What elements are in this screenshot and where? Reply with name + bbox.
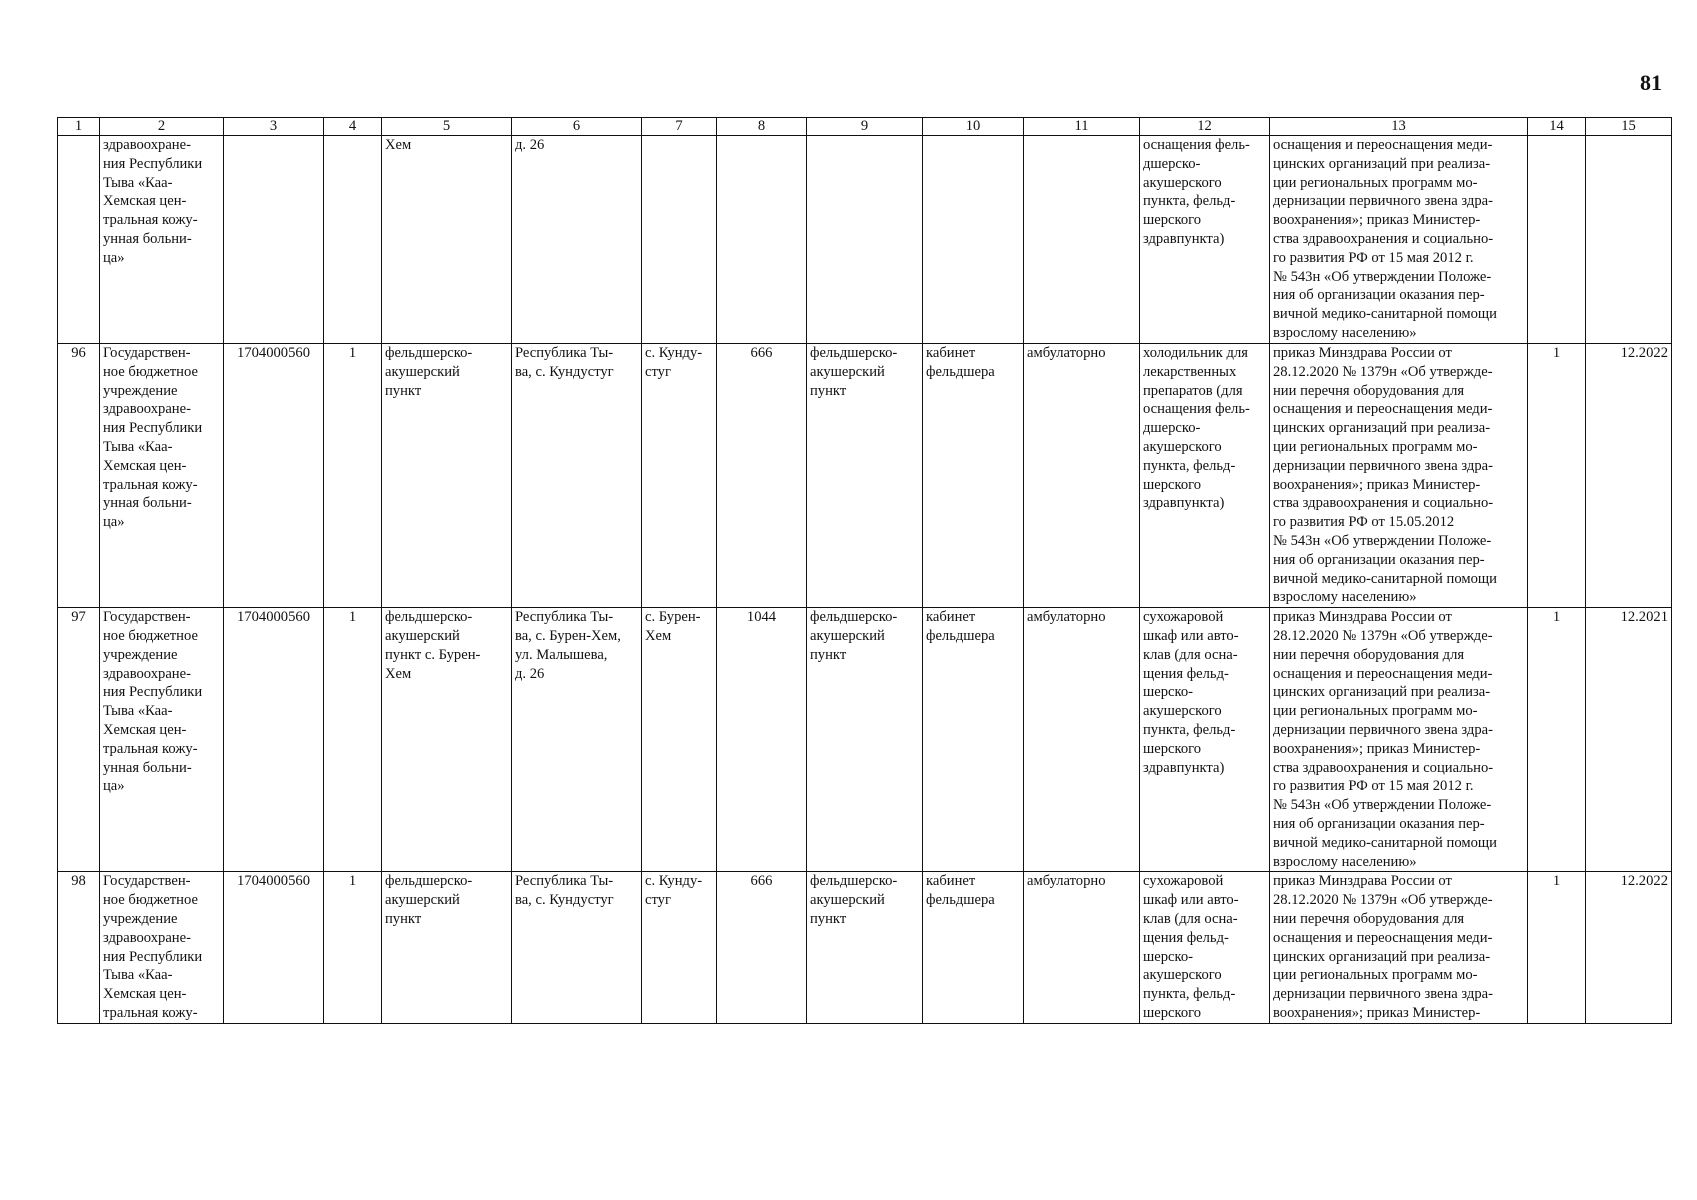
cell-room: кабинет фельдшера xyxy=(923,608,1024,872)
column-header: 2 xyxy=(100,118,224,136)
header-row xyxy=(58,118,1672,136)
cell-settlement xyxy=(642,136,717,344)
cell-population: 1044 xyxy=(717,608,807,872)
cell-facility-type: фельдшерско- акушерский пункт xyxy=(807,872,923,1023)
cell-code: 1704000560 xyxy=(224,872,324,1023)
cell-care-mode: амбулаторно xyxy=(1024,872,1140,1023)
cell-population xyxy=(717,136,807,344)
cell-code: 1704000560 xyxy=(224,608,324,872)
cell-row-number: 97 xyxy=(58,608,100,872)
cell-unit: фельдшерско- акушерский пункт xyxy=(382,344,512,608)
cell-equipment: сухожаровой шкаф или авто- клав (для осна- щения фельд- шерско- акушерского пункта, фельд- шерского xyxy=(1140,872,1270,1023)
column-header: 9 xyxy=(807,118,923,136)
cell-equipment: сухожаровой шкаф или авто- клав (для осна- щения фельд- шерско- акушерского пункта, фельд- шерского здравпункта) xyxy=(1140,608,1270,872)
cell-settlement: с. Кунду- стуг xyxy=(642,872,717,1023)
cell-date: 12.2022 xyxy=(1586,872,1672,1023)
cell-regulation: оснащения и переоснащения меди- цинских организаций при реализа- ции региональных программ мо- дернизации первичного звена здра- воохранения»; приказ Министер- ства здравоохранения и социально- го развития РФ от 15 мая 2012 г. № 543н «Об утверждении Положе- ния об организации оказания пер- вичной медико-санитарной помощи взрослому населению» xyxy=(1270,136,1528,344)
cell-quantity: 1 xyxy=(1528,872,1586,1023)
cell-address: Республика Ты- ва, с. Бурен-Хем, ул. Малышева, д. 26 xyxy=(512,608,642,872)
cell-equipment: оснащения фель- дшерско- акушерского пункта, фельд- шерского здравпункта) xyxy=(1140,136,1270,344)
cell-care-mode xyxy=(1024,136,1140,344)
cell-count: 1 xyxy=(324,344,382,608)
column-header: 11 xyxy=(1024,118,1140,136)
cell-count: 1 xyxy=(324,872,382,1023)
cell-population: 666 xyxy=(717,872,807,1023)
column-header: 13 xyxy=(1270,118,1528,136)
cell-date: 12.2021 xyxy=(1586,608,1672,872)
cell-code xyxy=(224,136,324,344)
cell-settlement: с. Кунду- стуг xyxy=(642,344,717,608)
column-header: 1 xyxy=(58,118,100,136)
column-header: 10 xyxy=(923,118,1024,136)
table-row xyxy=(58,136,1672,344)
cell-row-number: 96 xyxy=(58,344,100,608)
cell-unit: фельдшерско- акушерский пункт с. Бурен- Хем xyxy=(382,608,512,872)
column-header: 5 xyxy=(382,118,512,136)
column-header: 14 xyxy=(1528,118,1586,136)
page-number: 81 xyxy=(1640,70,1662,95)
cell-care-mode: амбулаторно xyxy=(1024,608,1140,872)
cell-unit: фельдшерско- акушерский пункт xyxy=(382,872,512,1023)
cell-unit: Хем xyxy=(382,136,512,344)
cell-room: кабинет фельдшера xyxy=(923,344,1024,608)
cell-organization: здравоохране- ния Республики Тыва «Каа- Хемская цен- тральная кожу- унная больни- ца» xyxy=(100,136,224,344)
cell-organization: Государствен- ное бюджетное учреждение здравоохране- ния Республики Тыва «Каа- Хемская цен- тральная кожу- xyxy=(100,872,224,1023)
cell-room xyxy=(923,136,1024,344)
cell-organization: Государствен- ное бюджетное учреждение здравоохране- ния Республики Тыва «Каа- Хемская цен- тральная кожу- унная больни- ца» xyxy=(100,344,224,608)
cell-settlement: с. Бурен- Хем xyxy=(642,608,717,872)
table-row xyxy=(58,872,1672,1023)
table-row xyxy=(58,608,1672,872)
cell-address: д. 26 xyxy=(512,136,642,344)
cell-date: 12.2022 xyxy=(1586,344,1672,608)
cell-address: Республика Ты- ва, с. Кундустуг xyxy=(512,344,642,608)
column-header: 15 xyxy=(1586,118,1672,136)
cell-population: 666 xyxy=(717,344,807,608)
cell-equipment: холодильник для лекарственных препаратов (для оснащения фель- дшерско- акушерского пункта, фельд- шерского здравпункта) xyxy=(1140,344,1270,608)
cell-address: Республика Ты- ва, с. Кундустуг xyxy=(512,872,642,1023)
cell-facility-type: фельдшерско- акушерский пункт xyxy=(807,344,923,608)
cell-row-number: 98 xyxy=(58,872,100,1023)
column-header: 6 xyxy=(512,118,642,136)
cell-regulation: приказ Минздрава России от 28.12.2020 № 1379н «Об утвержде- нии перечня оборудования для оснащения и переоснащения меди- цинских организаций при реализа- ции региональных программ мо- дернизации первичного звена здра- воохранения»; приказ Министер- ства здравоохранения и социально- го развития РФ от 15 мая 2012 г. № 543н «Об утверждении Положе- ния об организации оказания пер- вичной медико-санитарной помощи взрослому населению» xyxy=(1270,608,1528,872)
equipment-table xyxy=(57,117,1672,1024)
cell-quantity: 1 xyxy=(1528,608,1586,872)
cell-regulation: приказ Минздрава России от 28.12.2020 № 1379н «Об утвержде- нии перечня оборудования для оснащения и переоснащения меди- цинских организаций при реализа- ции региональных программ мо- дернизации первичного звена здра- воохранения»; приказ Министер- xyxy=(1270,872,1528,1023)
cell-organization: Государствен- ное бюджетное учреждение здравоохране- ния Республики Тыва «Каа- Хемская цен- тральная кожу- унная больни- ца» xyxy=(100,608,224,872)
cell-date xyxy=(1586,136,1672,344)
table-row xyxy=(58,344,1672,608)
column-header: 12 xyxy=(1140,118,1270,136)
column-header: 3 xyxy=(224,118,324,136)
cell-row-number xyxy=(58,136,100,344)
column-header: 4 xyxy=(324,118,382,136)
cell-code: 1704000560 xyxy=(224,344,324,608)
cell-quantity xyxy=(1528,136,1586,344)
cell-room: кабинет фельдшера xyxy=(923,872,1024,1023)
cell-regulation: приказ Минздрава России от 28.12.2020 № 1379н «Об утвержде- нии перечня оборудования для оснащения и переоснащения меди- цинских организаций при реализа- ции региональных программ мо- дернизации первичного звена здра- воохранения»; приказ Министер- ства здравоохранения и социально- го развития РФ от 15.05.2012 № 543н «Об утверждении Положе- ния об организации оказания пер- вичной медико-санитарной помощи взрослому населению» xyxy=(1270,344,1528,608)
cell-count: 1 xyxy=(324,608,382,872)
column-header: 7 xyxy=(642,118,717,136)
cell-quantity: 1 xyxy=(1528,344,1586,608)
cell-count xyxy=(324,136,382,344)
column-header: 8 xyxy=(717,118,807,136)
cell-facility-type: фельдшерско- акушерский пункт xyxy=(807,608,923,872)
cell-care-mode: амбулаторно xyxy=(1024,344,1140,608)
cell-facility-type xyxy=(807,136,923,344)
